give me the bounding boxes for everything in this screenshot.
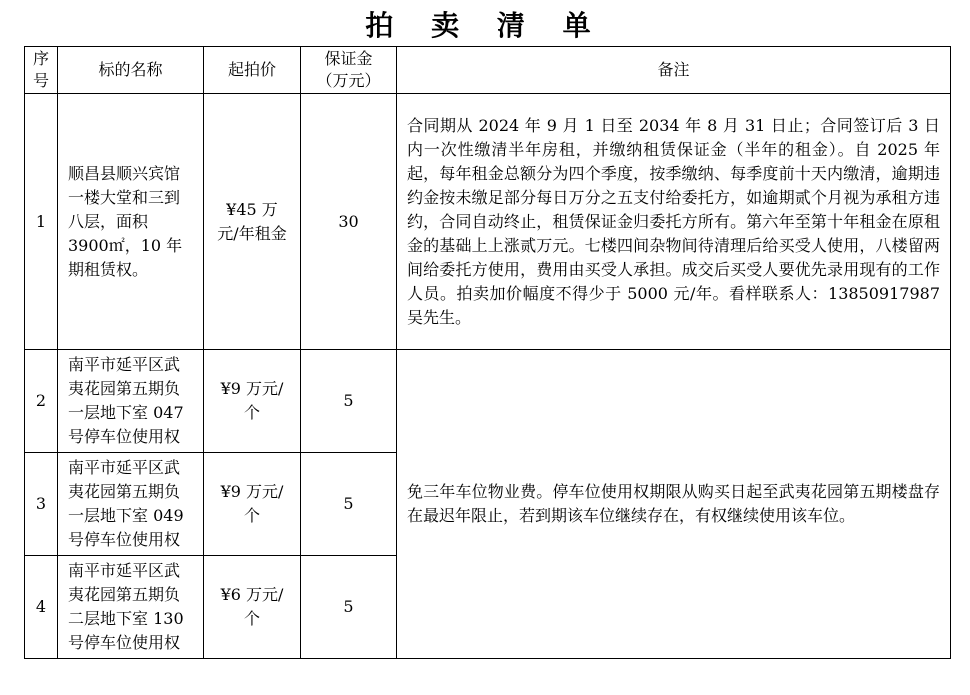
row-note: 合同期从 2024 年 9 月 1 日至 2034 年 8 月 31 日止；合同签订后 3 日内一次性缴清半年房租，并缴纳租赁保证金（半年的租金）。自 2025 年起，每年租金总额分为四个季度，按季缴纳、每季度前十天内缴清，逾期违约金按未缴足部分每日万分之五支付给委托方，如逾期贰个月视为承租方违约，合同自动终止，租赁保证金归委托方所有。第六年至第十年租金在原租金的基础上上涨贰万元。七楼四间杂物间待清理后给买受人使用，八楼留两间给委托方使用，费用由买受人承担。成交后买受人要优先录用现有的工作人员。拍卖加价幅度不得少于 5000 元/年。看样联系人：13850917987 吴先生。	[397, 94, 951, 350]
row-deposit: 5	[301, 453, 397, 556]
row-name: 南平市延平区武夷花园第五期负二层地下室 130 号停车位使用权	[58, 556, 204, 659]
header-name: 标的名称	[58, 47, 204, 94]
header-price: 起拍价	[204, 47, 301, 94]
header-note: 备注	[397, 47, 951, 94]
row-name: 顺昌县顺兴宾馆一楼大堂和三到八层，面积 3900㎡，10 年期租赁权。	[58, 94, 204, 350]
header-deposit: 保证金（万元）	[301, 47, 397, 94]
parking-note: 免三年车位物业费。停车位使用权期限从购买日起至武夷花园第五期楼盘存在最迟年限止，若到期该车位继续存在，有权继续使用该车位。	[397, 350, 951, 659]
row-price: ¥6 万元/个	[204, 556, 301, 659]
table-row	[25, 94, 951, 350]
row-price: ¥9 万元/个	[204, 453, 301, 556]
row-price: ¥45 万元/年租金	[204, 94, 301, 350]
row-price: ¥9 万元/个	[204, 350, 301, 453]
table-row	[25, 350, 951, 453]
row-deposit: 30	[301, 94, 397, 350]
row-deposit: 5	[301, 350, 397, 453]
row-deposit: 5	[301, 556, 397, 659]
row-no: 4	[25, 556, 58, 659]
page-title: 拍 卖 清 单	[365, 9, 605, 42]
row-no: 1	[25, 94, 58, 350]
row-name: 南平市延平区武夷花园第五期负一层地下室 047 号停车位使用权	[58, 350, 204, 453]
row-no: 3	[25, 453, 58, 556]
auction-table	[24, 46, 951, 659]
header-no: 序号	[25, 47, 58, 94]
row-name: 南平市延平区武夷花园第五期负一层地下室 049 号停车位使用权	[58, 453, 204, 556]
table-header-row	[25, 47, 951, 94]
row-no: 2	[25, 350, 58, 453]
